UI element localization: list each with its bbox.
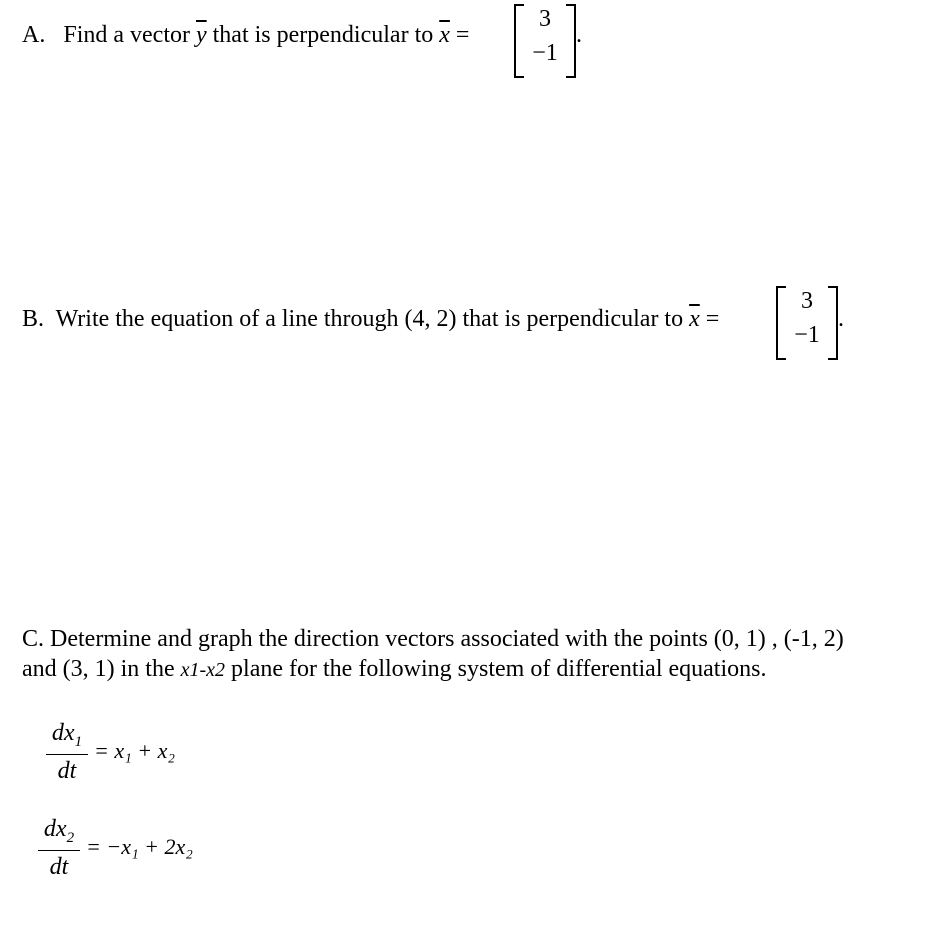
part-c-line-2 xyxy=(22,656,766,683)
equation-2-numerator: $dx_2$ xyxy=(43,816,75,846)
matrix-b-bottom: −1 xyxy=(794,322,820,348)
vector-x: $\overline{x}$ xyxy=(439,22,450,48)
part-a-prompt-2: that is perpendicular to xyxy=(212,22,434,48)
equation-1-rhs: = x₁ + x₂ xyxy=(94,738,176,763)
matrix-a-bottom: −1 xyxy=(532,40,558,66)
matrix-a xyxy=(514,4,576,78)
part-b-period: . xyxy=(838,306,844,332)
equals-sign: = xyxy=(455,22,470,48)
part-b-text xyxy=(22,306,719,333)
part-c-line-2a: and (3, 1) in the xyxy=(22,656,175,682)
matrix-a-top: 3 xyxy=(539,6,551,32)
part-c-line-2b: plane for the following system of differential equations. xyxy=(231,656,767,682)
part-a-period: . xyxy=(576,22,582,48)
part-a-prompt: Find a vector xyxy=(63,22,190,48)
equation-1-fraction xyxy=(44,720,90,790)
matrix-b xyxy=(776,286,838,360)
plane-label: x1-x2 xyxy=(180,659,226,681)
part-a-label: A. xyxy=(22,22,46,48)
equation-1-numerator: $dx_1$ xyxy=(51,720,83,750)
part-b-prompt: Write the equation of a line through (4, 2) that is perpendicular to xyxy=(55,306,684,332)
vector-y: $\overline{y}$ xyxy=(195,22,207,48)
part-b-label: B. xyxy=(22,306,45,332)
equation-1-denominator: dt xyxy=(57,758,77,784)
vector-x-b: $\overline{x}$ xyxy=(689,306,700,332)
matrix-b-top: 3 xyxy=(801,288,813,314)
part-a-text xyxy=(22,22,469,49)
equation-2-denominator: dt xyxy=(49,854,69,880)
equals-sign-b: = xyxy=(705,306,720,332)
equation-2-rhs: = −x₁ + 2x₂ xyxy=(86,834,193,859)
equation-2-fraction xyxy=(36,816,82,886)
part-c-line-1: C. Determine and graph the direction vectors associated with the points (0, 1) , (-1, 2) xyxy=(22,626,844,652)
